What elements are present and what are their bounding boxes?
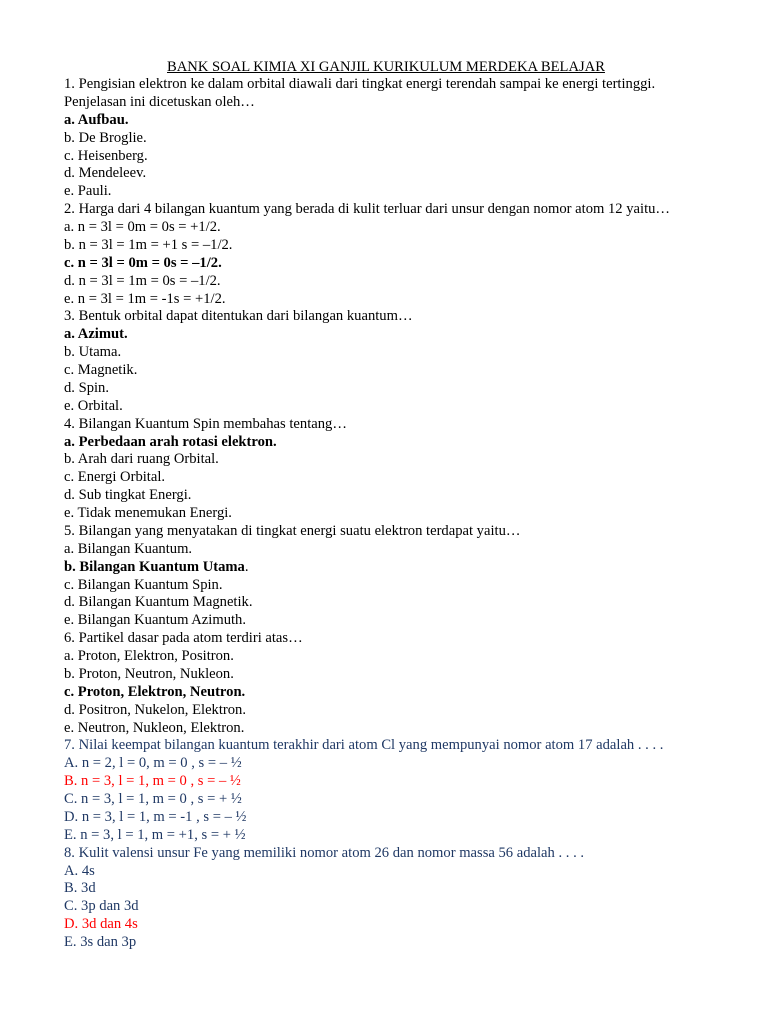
question-block <box>64 308 754 415</box>
answer-text: a. Perbedaan arah rotasi elektron. <box>64 433 277 450</box>
answer-option <box>64 255 754 273</box>
option: d. Spin. <box>64 379 110 396</box>
answer-text: c. Proton, Elektron, Neutron. <box>64 683 246 700</box>
option: A. 4s <box>64 862 95 879</box>
question-block <box>64 416 754 523</box>
answer-option <box>64 434 754 452</box>
option: E. n = 3, l = 1, m = +1, s = + ½ <box>64 826 246 843</box>
option: e. Tidak menemukan Energi. <box>64 505 232 521</box>
option: e. Pauli. <box>64 183 112 200</box>
option: a. n = 3l = 0m = 0s = +1/2. <box>64 219 221 235</box>
answer-option: D. 3d dan 4s <box>64 916 138 933</box>
answer-text: a. Aufbau. <box>64 111 129 128</box>
answer-suffix: . <box>244 558 249 575</box>
question-text: 6. Partikel dasar pada atom terdiri atas… <box>64 630 303 647</box>
question-text: 4. Bilangan Kuantum Spin membahas tentang… <box>64 415 347 432</box>
question-block <box>64 737 754 844</box>
answer-text: b. Bilangan Kuantum Utama <box>64 558 245 575</box>
answer-text: a. Azimut. <box>64 326 128 343</box>
option: e. Orbital. <box>64 397 123 414</box>
option: A. n = 2, l = 0, m = 0 , s = – ½ <box>64 755 242 772</box>
question-block <box>64 76 754 201</box>
answer-option <box>64 112 754 130</box>
question-text: Penjelasan ini dicetuskan oleh… <box>64 93 255 110</box>
option: D. n = 3, l = 1, m = -1 , s = – ½ <box>64 808 247 825</box>
option: b. Utama. <box>64 344 122 361</box>
option: C. n = 3, l = 1, m = 0 , s = + ½ <box>64 791 242 807</box>
option: c. Heisenberg. <box>64 147 148 164</box>
question-text: 5. Bilangan yang menyatakan di tingkat energi suatu elektron terdapat yaitu… <box>64 522 521 539</box>
answer-option <box>64 684 754 702</box>
option: d. Sub tingkat Energi. <box>64 487 192 504</box>
document-title: BANK SOAL KIMIA XI GANJIL KURIKULUM MERDEKA BELAJAR <box>167 59 605 75</box>
question-text: 7. Nilai keempat bilangan kuantum terakhir dari atom Cl yang mempunyai nomor atom 17 adalah . . . . <box>64 737 664 754</box>
option: b. Arah dari ruang Orbital. <box>64 451 219 468</box>
question-text: 2. Harga dari 4 bilangan kuantum yang berada di kulit terluar dari unsur dengan nomor atom 12 yaitu… <box>64 201 671 218</box>
question-block <box>64 523 754 630</box>
option: d. Bilangan Kuantum Magnetik. <box>64 594 253 611</box>
answer-option: B. n = 3, l = 1, m = 0 , s = – ½ <box>64 773 241 790</box>
question-text: 1. Pengisian elektron ke dalam orbital diawali dari tingkat energi terendah sampai ke energi tertinggi. <box>64 76 656 92</box>
option: a. Bilangan Kuantum. <box>64 540 193 557</box>
option: d. Mendeleev. <box>64 165 147 182</box>
question-text: 8. Kulit valensi unsur Fe yang memiliki nomor atom 26 dan nomor massa 56 adalah . . . . <box>64 844 585 861</box>
option: d. Positron, Nukelon, Elektron. <box>64 701 247 718</box>
option: c. Bilangan Kuantum Spin. <box>64 576 223 593</box>
option: a. Proton, Elektron, Positron. <box>64 648 234 664</box>
option: b. De Broglie. <box>64 129 147 146</box>
option: E. 3s dan 3p <box>64 934 137 950</box>
option: c. Magnetik. <box>64 362 138 378</box>
question-list <box>64 76 754 952</box>
answer-text: c. n = 3l = 0m = 0s = –1/2. <box>64 254 222 271</box>
question-block <box>64 201 754 308</box>
option: d. n = 3l = 1m = 0s = –1/2. <box>64 272 221 289</box>
option: c. Energi Orbital. <box>64 469 166 486</box>
option: b. n = 3l = 1m = +1 s = –1/2. <box>64 236 233 253</box>
question-text: 3. Bentuk orbital dapat ditentukan dari bilangan kuantum… <box>64 308 413 325</box>
option: b. Proton, Neutron, Nukleon. <box>64 665 234 682</box>
answer-option <box>64 326 754 344</box>
option: C. 3p dan 3d <box>64 898 139 915</box>
option: e. n = 3l = 1m = -1s = +1/2. <box>64 290 226 307</box>
option: B. 3d <box>64 880 96 897</box>
answer-option <box>64 559 754 577</box>
option: e. Neutron, Nukleon, Elektron. <box>64 719 245 736</box>
option: e. Bilangan Kuantum Azimuth. <box>64 612 246 629</box>
question-block <box>64 845 754 952</box>
question-block <box>64 630 754 737</box>
